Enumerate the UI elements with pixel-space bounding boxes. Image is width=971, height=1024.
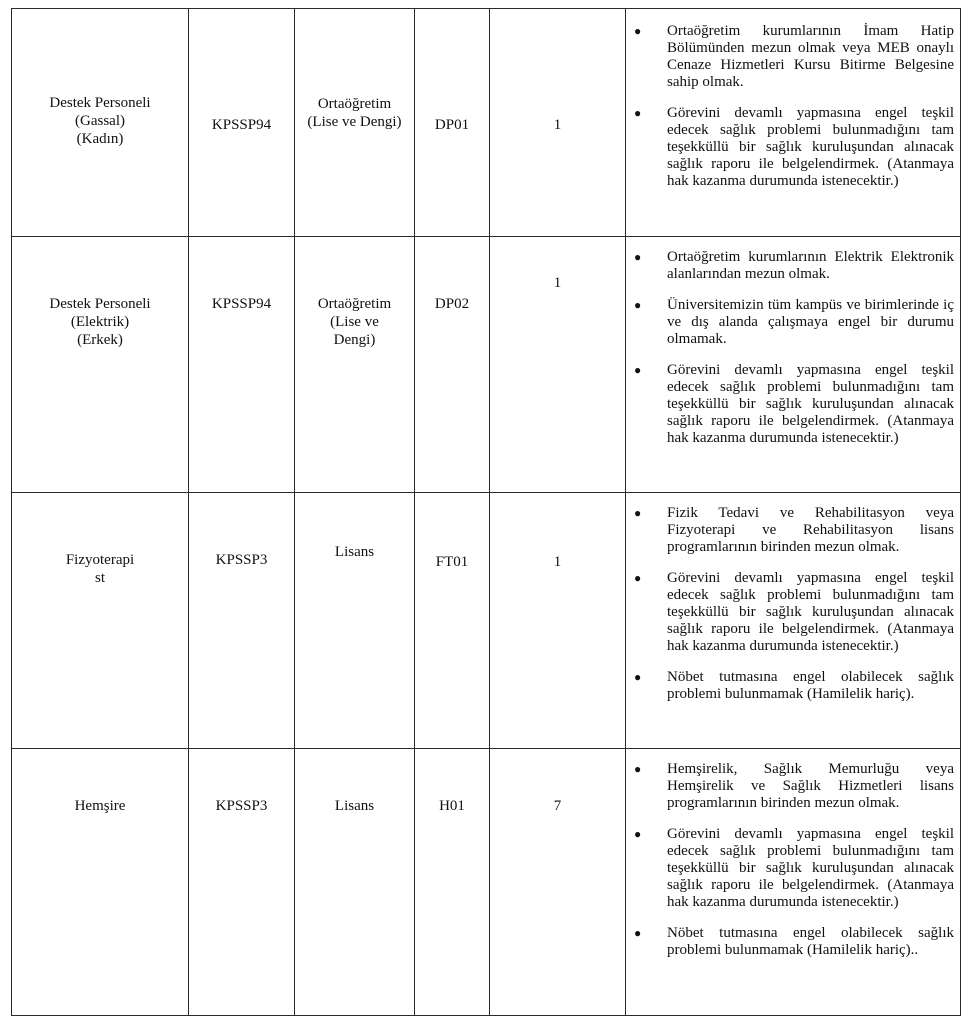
requirements-cell	[626, 749, 961, 1016]
requirements-list	[626, 237, 960, 447]
requirement-item: ● Ortaöğretim kurumlarının Elektrik Elektronik alanlarından mezun olmak.	[634, 249, 954, 282]
position-count: 1	[553, 117, 562, 133]
position-title-line: Destek Personeli	[49, 95, 151, 111]
education-cell	[295, 493, 415, 749]
education-line: Ortaöğretim	[317, 296, 392, 312]
position-code: FT01	[435, 554, 469, 570]
requirements-cell	[626, 9, 961, 237]
position-title-line: (Elektrik)	[70, 314, 130, 330]
score-type-cell	[189, 749, 295, 1016]
bullet-icon: ●	[634, 762, 642, 776]
score-type-cell	[189, 9, 295, 237]
requirements-list	[626, 9, 960, 190]
position-title-cell	[12, 9, 189, 237]
table-row	[12, 749, 961, 1016]
education-line: (Lise ve Dengi)	[307, 114, 402, 130]
position-title-line: (Erkek)	[77, 332, 123, 348]
requirement-item: ● Görevini devamlı yapmasına engel teşkil edecek sağlık problemi bulunmadığını tam teşekküllü bir sağlık kuruluşundan alınacak sağlık raporu ile belgelendirmek. (Atanmaya hak kazanma durumunda istenecektir.)	[634, 570, 954, 654]
requirement-item: ● Fizik Tedavi ve Rehabilitasyon veya Fizyoterapi ve Rehabilitasyon lisans programlarının birinden mezun olmak.	[634, 505, 954, 555]
bullet-icon: ●	[634, 506, 642, 520]
document-page	[11, 8, 960, 1015]
table-row	[12, 9, 961, 237]
position-title-line: Hemşire	[74, 798, 126, 814]
education-line: Lisans	[334, 544, 375, 560]
position-title-cell	[12, 493, 189, 749]
position-table	[11, 8, 961, 1016]
bullet-icon: ●	[634, 670, 642, 684]
bullet-icon: ●	[634, 363, 642, 377]
requirements-cell	[626, 237, 961, 493]
bullet-icon: ●	[634, 106, 642, 120]
education-cell	[295, 749, 415, 1016]
education-cell	[295, 237, 415, 493]
position-code: DP01	[434, 117, 470, 133]
score-type-cell	[189, 237, 295, 493]
position-title-line: st	[94, 570, 105, 586]
score-type: KPSSP3	[215, 552, 268, 568]
position-count: 1	[553, 554, 562, 570]
position-title-cell	[12, 749, 189, 1016]
bullet-icon: ●	[634, 24, 642, 38]
requirement-item: ● Nöbet tutmasına engel olabilecek sağlık problemi bulunmamak (Hamilelik hariç).	[634, 669, 954, 702]
requirements-list	[626, 749, 960, 959]
position-code-cell	[415, 237, 490, 493]
education-line: Dengi)	[333, 332, 376, 348]
position-code: H01	[439, 798, 465, 814]
count-cell	[490, 237, 626, 493]
position-title-line: Fizyoterapi	[65, 552, 135, 568]
score-type: KPSSP94	[211, 117, 272, 133]
bullet-icon: ●	[634, 926, 642, 940]
count-cell	[490, 9, 626, 237]
bullet-icon: ●	[634, 827, 642, 841]
bullet-icon: ●	[634, 571, 642, 585]
requirement-item: ● Nöbet tutmasına engel olabilecek sağlık problemi bulunmamak (Hamilelik hariç)..	[634, 925, 954, 958]
table-row	[12, 237, 961, 493]
education-line: Lisans	[334, 798, 375, 814]
education-line: Ortaöğretim	[317, 96, 392, 112]
requirement-item: ● Görevini devamlı yapmasına engel teşkil edecek sağlık problemi bulunmadığını tam teşekküllü bir sağlık kuruluşundan alınacak sağlık raporu ile belgelendirmek. (Atanmaya hak kazanma durumunda istenecektir.)	[634, 362, 954, 446]
position-title-line: (Kadın)	[76, 131, 124, 147]
requirement-item: ● Ortaöğretim kurumlarının İmam Hatip Bölümünden mezun olmak veya MEB onaylı Cenaze Hizmetleri Kursu Bitirme Belgesine sahip olmak.	[634, 23, 954, 90]
score-type-cell	[189, 493, 295, 749]
education-line: (Lise ve	[330, 314, 379, 330]
score-type: KPSSP94	[211, 296, 272, 312]
position-code: DP02	[434, 296, 470, 312]
count-cell	[490, 493, 626, 749]
position-title-cell	[12, 237, 189, 493]
score-type: KPSSP3	[215, 798, 268, 814]
position-title-line: (Gassal)	[75, 113, 125, 129]
position-title-line: Destek Personeli	[49, 296, 151, 312]
position-count: 1	[553, 275, 562, 291]
position-count: 7	[553, 798, 562, 814]
bullet-icon: ●	[634, 298, 642, 312]
requirement-item: ● Hemşirelik, Sağlık Memurluğu veya Hemşirelik ve Sağlık Hizmetleri lisans programlarının birinden mezun olmak.	[634, 761, 954, 811]
requirement-item: ● Üniversitemizin tüm kampüs ve birimlerinde iç ve dış alanda çalışmaya engel bir durumu olmamak.	[634, 297, 954, 347]
education-cell	[295, 9, 415, 237]
requirements-list	[626, 493, 960, 703]
bullet-icon: ●	[634, 250, 642, 264]
position-code-cell	[415, 493, 490, 749]
position-code-cell	[415, 9, 490, 237]
position-code-cell	[415, 749, 490, 1016]
table-row	[12, 493, 961, 749]
count-cell	[490, 749, 626, 1016]
requirement-item: ● Görevini devamlı yapmasına engel teşkil edecek sağlık problemi bulunmadığını tam teşekküllü bir sağlık kuruluşundan alınacak sağlık raporu ile belgelendirmek. (Atanmaya hak kazanma durumunda istenecektir.)	[634, 826, 954, 910]
requirement-item: ● Görevini devamlı yapmasına engel teşkil edecek sağlık problemi bulunmadığını tam teşekküllü bir sağlık kuruluşundan alınacak sağlık raporu ile belgelendirmek. (Atanmaya hak kazanma durumunda istenecektir.)	[634, 105, 954, 189]
requirements-cell	[626, 493, 961, 749]
